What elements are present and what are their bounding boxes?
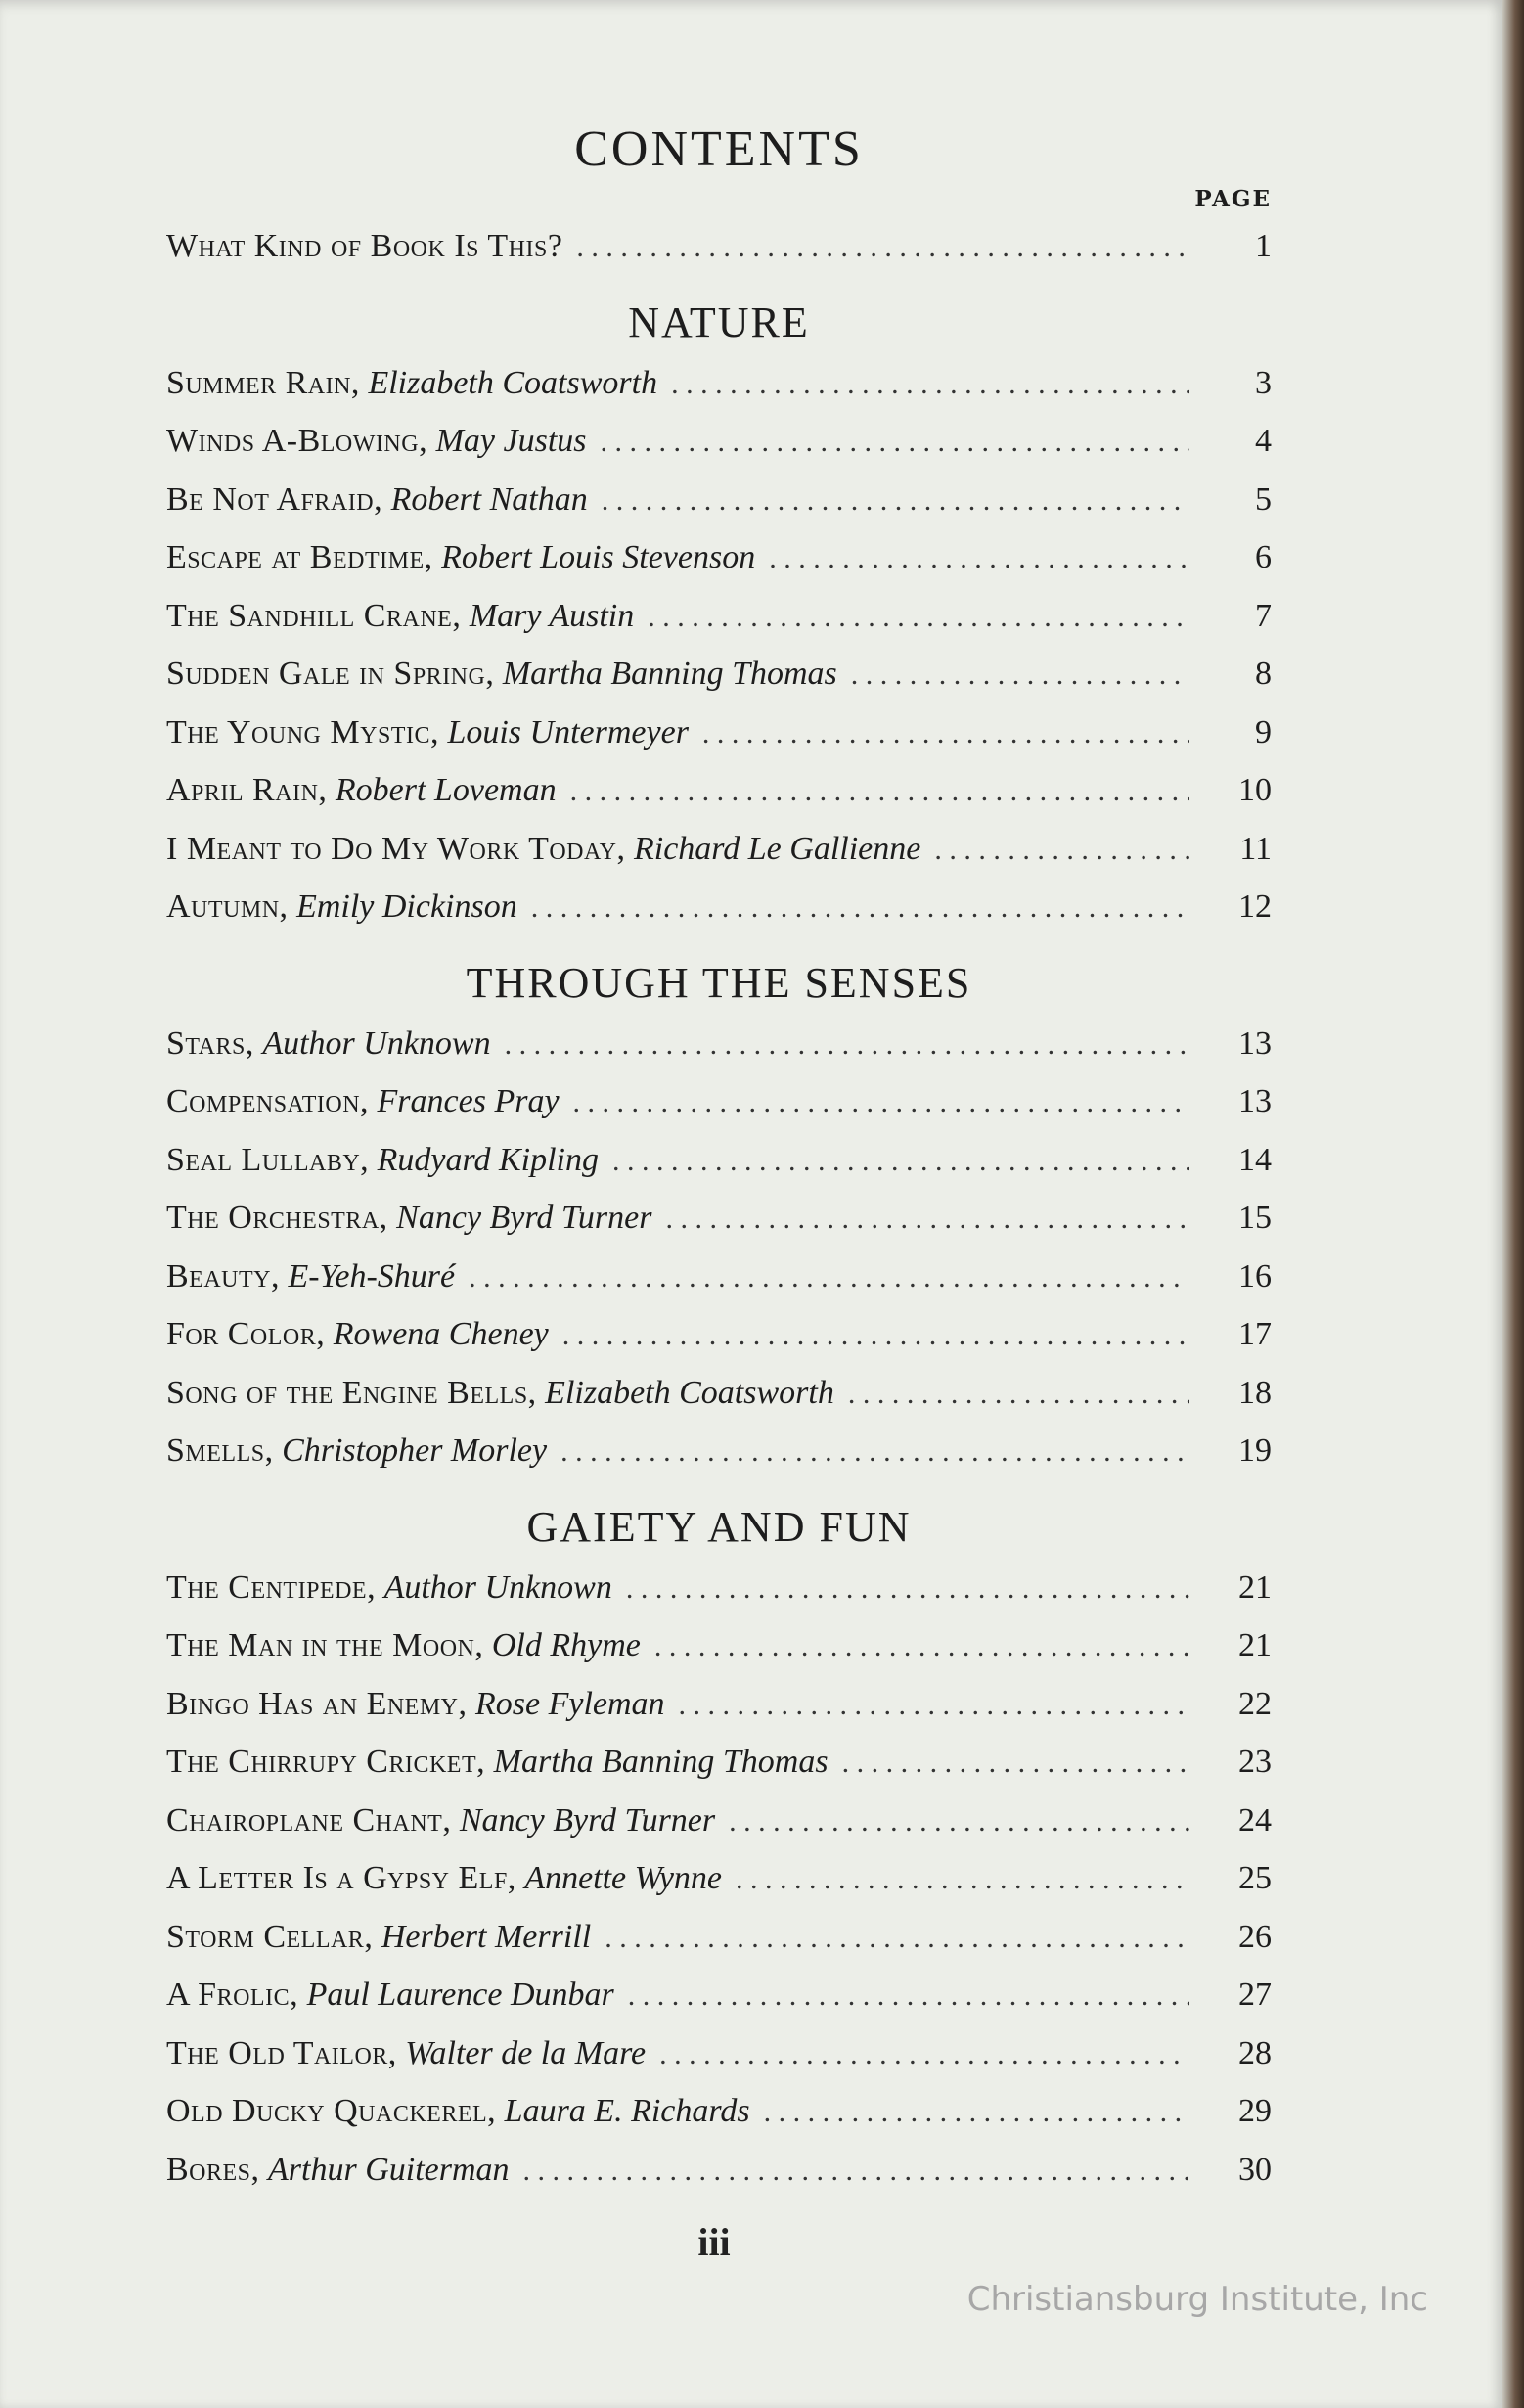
toc-entry xyxy=(166,2141,1272,2200)
entry-page: 18 xyxy=(1238,1374,1272,1411)
entry-author: Elizabeth Coatsworth xyxy=(368,364,658,401)
dot-leader xyxy=(505,1016,1189,1074)
dot-leader xyxy=(679,1676,1189,1735)
entry-author: Rowena Cheney xyxy=(333,1316,549,1352)
entry-page: 6 xyxy=(1255,539,1272,575)
entry-page: 21 xyxy=(1238,1627,1272,1663)
entry-page: 5 xyxy=(1255,480,1272,518)
entry-author: Laura E. Richards xyxy=(504,2093,750,2129)
entry-author: Robert Louis Stevenson xyxy=(441,539,756,575)
dot-leader xyxy=(531,879,1189,937)
toc-entry xyxy=(166,1559,1272,1617)
entry-author: Author Unknown xyxy=(262,1024,491,1062)
entry-page: 23 xyxy=(1238,1744,1272,1780)
entry-page: 21 xyxy=(1238,1568,1272,1606)
entry-title: The Sandhill Crane, xyxy=(166,597,462,634)
entry-author: Walter de la Mare xyxy=(405,2034,647,2071)
entry-author: May Justus xyxy=(435,423,587,459)
entry-title: Old Ducky Quackerel, xyxy=(166,2093,497,2129)
table-of-contents xyxy=(166,117,1272,2199)
entry-author: Robert Loveman xyxy=(335,772,557,808)
entry-author: Old Rhyme xyxy=(491,1627,641,1663)
entry-title: Beauty, xyxy=(166,1257,280,1295)
entry-page: 8 xyxy=(1255,656,1272,692)
entry-title: Bingo Has an Enemy, xyxy=(166,1685,468,1722)
entry-title: Winds A-Blowing, xyxy=(166,423,428,459)
entry-title: The Old Tailor, xyxy=(166,2034,397,2071)
entry-title: Smells, xyxy=(166,1432,274,1469)
entry-page: 11 xyxy=(1239,830,1272,867)
toc-entry xyxy=(166,1189,1272,1248)
entry-page: 13 xyxy=(1238,1024,1272,1062)
entry-page: 9 xyxy=(1255,713,1272,750)
entry-title: Song of the Engine Bells, xyxy=(166,1374,537,1411)
entry-title: The Orchestra, xyxy=(166,1200,388,1236)
entry-title: Seal Lullaby, xyxy=(166,1141,370,1178)
entry-page: 16 xyxy=(1238,1257,1272,1295)
entry-author: Arthur Guiterman xyxy=(268,2151,510,2188)
dot-leader xyxy=(570,762,1189,821)
dot-leader xyxy=(764,2083,1189,2142)
entry-page: 3 xyxy=(1255,364,1272,401)
entry-author: Annette Wynne xyxy=(524,1860,723,1896)
toc-entry xyxy=(166,1072,1272,1131)
toc-entry xyxy=(166,1616,1272,1675)
dot-leader xyxy=(848,1365,1189,1424)
dot-leader xyxy=(729,1793,1189,1851)
toc-entry xyxy=(166,1908,1272,1967)
entry-title: The Man in the Moon, xyxy=(166,1627,484,1663)
section-heading: NATURE xyxy=(628,297,810,346)
toc-entry xyxy=(166,412,1272,471)
entry-author: Martha Banning Thomas xyxy=(493,1744,829,1780)
dot-leader xyxy=(576,218,1189,277)
page-edge xyxy=(1502,0,1524,2408)
dot-leader xyxy=(523,2142,1189,2201)
contents-title: CONTENTS xyxy=(574,121,864,177)
page-column-label: PAGE xyxy=(1194,186,1272,212)
watermark: Christiansburg Institute, Inc xyxy=(966,2280,1428,2319)
dot-leader xyxy=(562,1306,1189,1365)
entry-page: 17 xyxy=(1238,1316,1272,1352)
entry-page: 4 xyxy=(1255,423,1272,459)
dot-leader xyxy=(934,821,1189,880)
entry-author: E-Yeh-Shuré xyxy=(288,1257,456,1295)
entry-title: Bores, xyxy=(166,2151,260,2188)
entry-author: Nancy Byrd Turner xyxy=(396,1200,652,1236)
entry-author: Paul Laurence Dunbar xyxy=(306,1976,614,2013)
entry-page: 29 xyxy=(1238,2093,1272,2129)
toc-entry xyxy=(166,528,1272,587)
entry-title: What Kind of Book Is This? xyxy=(166,228,563,264)
toc-entry xyxy=(166,471,1272,529)
entry-author: Rose Fyleman xyxy=(475,1685,665,1722)
toc-entry-intro xyxy=(166,217,1272,276)
dot-leader xyxy=(842,1734,1189,1793)
entry-title: Sudden Gale in Spring, xyxy=(166,656,495,692)
entry-title: Autumn, xyxy=(166,888,289,925)
entry-title: I Meant to Do My Work Today, xyxy=(166,830,626,867)
entry-page: 28 xyxy=(1238,2034,1272,2071)
entry-author: Elizabeth Coatsworth xyxy=(545,1374,834,1411)
entry-title: Compensation, xyxy=(166,1083,370,1119)
dot-leader xyxy=(626,1560,1189,1618)
dot-leader xyxy=(851,646,1189,704)
dot-leader xyxy=(612,1132,1189,1191)
entry-author: Robert Nathan xyxy=(390,480,588,518)
entry-page: 30 xyxy=(1238,2151,1272,2188)
entry-page: 13 xyxy=(1238,1083,1272,1119)
dot-leader xyxy=(628,1967,1189,2025)
toc-entry xyxy=(166,587,1272,646)
toc-entry xyxy=(166,1733,1272,1792)
toc-entry xyxy=(166,1675,1272,1734)
entry-author: Nancy Byrd Turner xyxy=(459,1801,716,1839)
dot-leader xyxy=(702,704,1189,763)
entry-title: The Young Mystic, xyxy=(166,713,439,750)
toc-entry xyxy=(166,1849,1272,1908)
dot-leader xyxy=(736,1850,1189,1909)
toc-entry xyxy=(166,704,1272,762)
toc-entry xyxy=(166,878,1272,936)
entry-page: 25 xyxy=(1238,1860,1272,1896)
entry-page: 26 xyxy=(1238,1918,1272,1955)
entry-page: 27 xyxy=(1238,1976,1272,2013)
dot-leader xyxy=(654,1617,1189,1676)
dot-leader xyxy=(469,1249,1189,1307)
entry-title: Summer Rain, xyxy=(166,364,360,401)
entry-page: 7 xyxy=(1255,597,1272,634)
entry-title: Chairoplane Chant, xyxy=(166,1801,452,1839)
entry-author: Rudyard Kipling xyxy=(377,1141,600,1178)
entry-author: Author Unknown xyxy=(383,1568,612,1606)
entry-title: The Centipede, xyxy=(166,1568,377,1606)
entry-author: Richard Le Gallienne xyxy=(633,830,921,867)
entry-title: A Frolic, xyxy=(166,1976,299,2013)
section-heading: GAIETY AND FUN xyxy=(526,1502,912,1551)
entry-page: 14 xyxy=(1238,1141,1272,1178)
dot-leader xyxy=(671,355,1189,414)
dot-leader xyxy=(560,1423,1189,1481)
toc-entry xyxy=(166,2082,1272,2141)
toc-entry xyxy=(166,1966,1272,2024)
entry-page: 12 xyxy=(1238,888,1272,925)
dot-leader xyxy=(665,1190,1189,1249)
page-folio: iii xyxy=(697,2220,731,2264)
entry-title: A Letter Is a Gypsy Elf, xyxy=(166,1860,516,1896)
toc-entry xyxy=(166,1305,1272,1364)
toc-entry xyxy=(166,354,1272,413)
entry-page: 15 xyxy=(1238,1200,1272,1236)
toc-entry xyxy=(166,1792,1272,1850)
entry-title: Stars, xyxy=(166,1024,254,1062)
entry-page: 22 xyxy=(1238,1685,1272,1722)
toc-entry xyxy=(166,645,1272,704)
entry-page: 1 xyxy=(1255,228,1272,264)
toc-entry xyxy=(166,2024,1272,2083)
entry-page: 19 xyxy=(1238,1432,1272,1469)
dot-leader xyxy=(769,529,1189,588)
dot-leader xyxy=(659,2025,1189,2084)
toc-entry xyxy=(166,1422,1272,1480)
section-heading: THROUGH THE SENSES xyxy=(466,958,972,1007)
toc-entry xyxy=(166,1015,1272,1073)
entry-author: Mary Austin xyxy=(469,597,635,634)
dot-leader xyxy=(602,472,1189,530)
entry-author: Christopher Morley xyxy=(282,1432,548,1469)
entry-page: 24 xyxy=(1238,1801,1272,1839)
toc-entry xyxy=(166,1248,1272,1306)
toc-entry xyxy=(166,820,1272,879)
entry-title: The Chirrupy Cricket, xyxy=(166,1744,486,1780)
toc-entry xyxy=(166,1131,1272,1190)
dot-leader xyxy=(573,1073,1189,1132)
toc-entry xyxy=(166,761,1272,820)
entry-title: Be Not Afraid, xyxy=(166,480,383,518)
entry-author: Herbert Merrill xyxy=(381,1918,592,1955)
entry-author: Martha Banning Thomas xyxy=(502,656,837,692)
entry-title: Storm Cellar, xyxy=(166,1918,374,1955)
dot-leader xyxy=(648,588,1189,647)
sections-container xyxy=(166,276,1272,2200)
toc-entry xyxy=(166,1364,1272,1423)
dot-leader xyxy=(601,413,1190,472)
entry-title: For Color, xyxy=(166,1316,326,1352)
dot-leader xyxy=(605,1909,1189,1968)
entry-author: Louis Untermeyer xyxy=(447,713,689,750)
entry-title: Escape at Bedtime, xyxy=(166,539,433,575)
entry-title: April Rain, xyxy=(166,772,328,808)
entry-author: Frances Pray xyxy=(377,1083,560,1119)
entry-author: Emily Dickinson xyxy=(296,888,517,925)
entry-page: 10 xyxy=(1238,772,1272,808)
